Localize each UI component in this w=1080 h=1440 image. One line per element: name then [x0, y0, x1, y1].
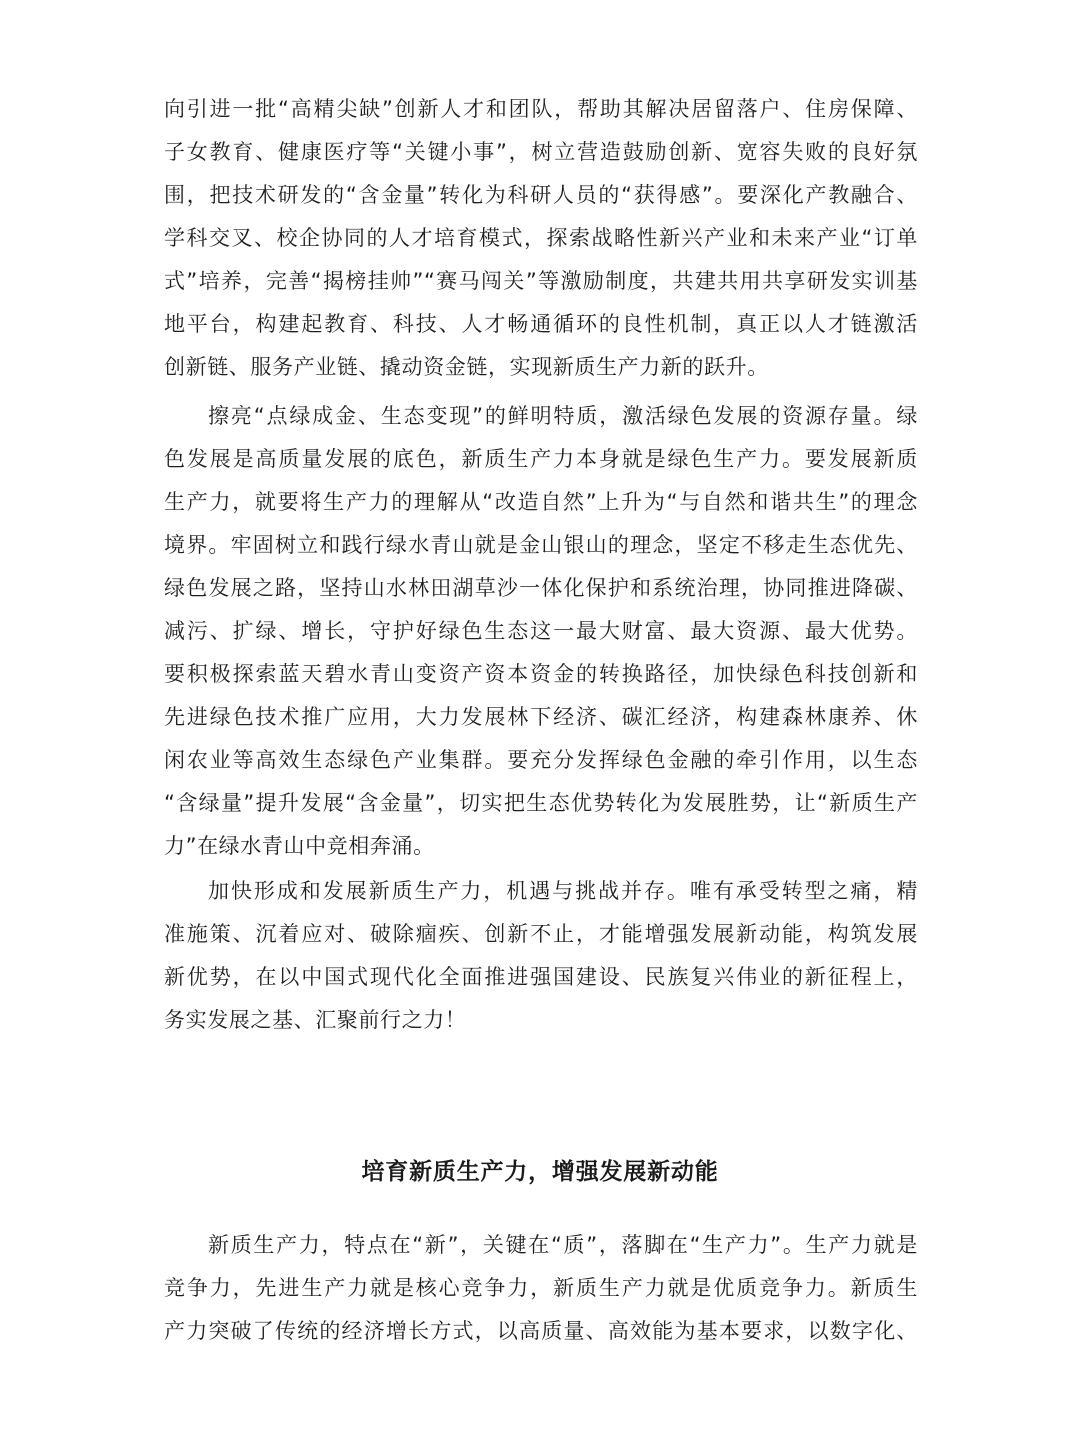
text-line: 竞争力，先进生产力就是核心竞争力，新质生产力就是优质竞争力。新质生	[164, 1276, 918, 1300]
text-line: 地平台，构建起教育、科技、人才畅通循环的良性机制，真正以人才链激活	[164, 312, 918, 336]
text-line: 新质生产力，特点在“新”，关键在“质”，落脚在“生产力”。生产力就是	[208, 1233, 918, 1257]
text-line: 向引进一批“高精尖缺”创新人才和团队，帮助其解决居留落户、住房保障、	[164, 97, 918, 121]
text-line: 要积极探索蓝天碧水青山变资产资本资金的转换路径，加快绿色科技创新和	[164, 662, 918, 686]
text-line: 学科交叉、校企协同的人才培育模式，探索战略性新兴产业和未来产业“订单	[164, 226, 918, 250]
text-line: 新优势，在以中国式现代化全面推进强国建设、民族复兴伟业的新征程上，	[164, 965, 918, 989]
text-line: 擦亮“点绿成金、生态变现”的鲜明特质，激活绿色发展的资源存量。绿	[208, 404, 918, 428]
section-heading: 培育新质生产力，增强发展新动能	[361, 1159, 719, 1185]
text-line: 创新链、服务产业链、撬动资金链，实现新质生产力新的跃升。	[164, 355, 769, 379]
text-line: 境界。牢固树立和践行绿水青山就是金山银山的理念，坚定不移走生态优先、	[164, 533, 918, 557]
text-line: 准施策、沉着应对、破除痼疾、创新不止，才能增强发展新动能，构筑发展	[164, 922, 918, 946]
text-line: 产力突破了传统的经济增长方式，以高质量、高效能为基本要求，以数字化、	[164, 1319, 918, 1343]
text-line: 生产力，就要将生产力的理解从“改造自然”上升为“与自然和谐共生”的理念	[164, 490, 918, 514]
text-line: 力”在绿水青山中竞相奔涌。	[164, 834, 435, 858]
text-line: 色发展是高质量发展的底色，新质生产力本身就是绿色生产力。要发展新质	[164, 447, 918, 471]
text-line: 围，把技术研发的“含金量”转化为科研人员的“获得感”。要深化产教融合、	[164, 183, 918, 207]
text-line: “含绿量”提升发展“含金量”，切实把生态优势转化为发展胜势，让“新质生产	[164, 791, 918, 815]
text-line: 式”培养，完善“揭榜挂帅”“赛马闯关”等激励制度，共建共用共享研发实训基	[164, 269, 918, 293]
text-line: 务实发展之基、汇聚前行之力！	[164, 1008, 467, 1032]
paragraph-green-development	[164, 395, 918, 868]
paragraph-talent	[164, 88, 918, 389]
paragraph-conclusion	[164, 870, 918, 1042]
text-line: 加快形成和发展新质生产力，机遇与挑战并存。唯有承受转型之痛，精	[208, 879, 918, 903]
text-line: 绿色发展之路，坚持山水林田湖草沙一体化保护和系统治理，协同推进降碳、	[164, 576, 918, 600]
text-line: 减污、扩绿、增长，守护好绿色生态这一最大财富、最大资源、最大优势。	[164, 619, 918, 643]
text-line: 闲农业等高效生态绿色产业集群。要充分发挥绿色金融的牵引作用，以生态	[164, 748, 918, 772]
text-line: 子女教育、健康医疗等“关键小事”，树立营造鼓励创新、宽容失败的良好氛	[164, 140, 918, 164]
text-line: 先进绿色技术推广应用，大力发展林下经济、碳汇经济，构建森林康养、休	[164, 705, 918, 729]
paragraph-new-productivity	[164, 1224, 918, 1353]
